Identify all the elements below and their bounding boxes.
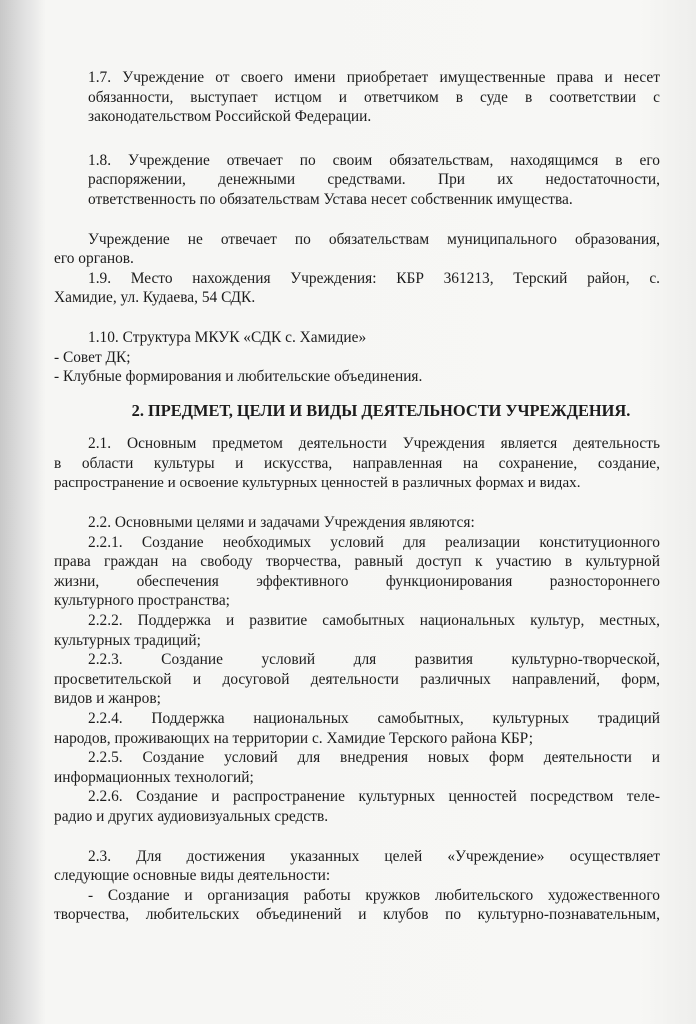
text-line: Учреждение не отвечает по обязательствам муниципального образования, bbox=[88, 230, 660, 248]
paragraph-2-2-2 bbox=[54, 611, 660, 650]
text-line: 1.9. Место нахождения Учреждения: КБР 361213, Терский район, с. bbox=[88, 269, 660, 287]
text-line: творчества, любительских объединений и клубов по культурно-познавательным, bbox=[54, 906, 660, 924]
text-line: в области культуры и искусства, направленная на сохранение, создание, bbox=[54, 454, 660, 472]
paragraph-2-2-1 bbox=[54, 533, 660, 611]
paragraph-2-2-5 bbox=[54, 748, 660, 787]
text-line: 1.7. Учреждение от своего имени приобретает имущественные права и несет bbox=[88, 69, 660, 86]
paragraph-2-2-4 bbox=[54, 709, 660, 748]
text-line: 2.2.1. Создание необходимых условий для реализации конституционного bbox=[88, 533, 660, 551]
text-line: - Совет ДК; bbox=[54, 348, 131, 366]
text-line: права граждан на свободу творчества, равный доступ к участию в культурной bbox=[54, 553, 660, 571]
paragraph-1-9 bbox=[54, 269, 660, 308]
paragraph-1-8 bbox=[88, 151, 660, 210]
text-line: распространение и освоение культурных ценностей в различных формах и видах. bbox=[54, 474, 581, 491]
paragraph-2-2-6 bbox=[54, 787, 660, 826]
paragraph-2-1 bbox=[54, 434, 660, 493]
text-line: видов и жанров; bbox=[54, 690, 161, 708]
text-line: жизни, обеспечения эффективного функционирования разностороннего bbox=[54, 572, 660, 590]
text-line: его органов. bbox=[54, 250, 134, 268]
text-line: культурного пространства; bbox=[54, 592, 230, 610]
paragraph-not-liable bbox=[54, 230, 660, 269]
text-line: 2.2.2. Поддержка и развитие самобытных национальных культур, местных, bbox=[88, 612, 660, 630]
text-line: - Клубные формирования и любительские объединения. bbox=[54, 368, 423, 386]
paragraph-2-2 bbox=[88, 513, 660, 533]
text-line: распоряжении, денежными средствами. При их недостаточности, bbox=[88, 171, 660, 189]
text-line: 2.2.3. Создание условий для развития культурно-творческой, bbox=[88, 651, 660, 669]
binding-shadow bbox=[0, 0, 46, 1024]
text-line: законодательством Российской Федерации. bbox=[88, 108, 372, 126]
text-line: 2.1. Основным предметом деятельности Учреждения является деятельность bbox=[88, 435, 660, 453]
text-line: народов, проживающих на территории с. Хамидие Терского района КБР; bbox=[54, 729, 534, 747]
text-line: следующие основные виды деятельности: bbox=[54, 867, 331, 885]
text-line: - Создание и организация работы кружков любительского художественного bbox=[88, 886, 660, 904]
document-body bbox=[54, 68, 660, 925]
text-line: 2.2.4. Поддержка национальных самобытных, культурных традиций bbox=[88, 710, 660, 728]
paragraph-1-7 bbox=[88, 68, 660, 127]
section-heading: 2. ПРЕДМЕТ, ЦЕЛИ И ВИДЫ ДЕЯТЕЛЬНОСТИ УЧРЕЖДЕНИЯ. bbox=[131, 400, 631, 420]
text-line: просветительской и досуговой деятельности различных направлений, форм, bbox=[54, 670, 660, 688]
text-line: 2.2.5. Создание условий для внедрения новых форм деятельности и bbox=[88, 749, 660, 767]
paragraph-1-10 bbox=[54, 328, 660, 387]
text-line: Хамидие, ул. Кудаева, 54 СДК. bbox=[54, 289, 256, 307]
paragraph-2-2-3 bbox=[54, 650, 660, 709]
text-line: 2.3. Для достижения указанных целей «Учреждение» осуществляет bbox=[88, 847, 660, 865]
text-line: радио и других аудиовизуальных средств. bbox=[54, 808, 329, 825]
text-line: 2.2.6. Создание и распространение культурных ценностей посредством теле- bbox=[88, 788, 660, 806]
text-line: 1.8. Учреждение отвечает по своим обязательствам, находящимся в его bbox=[88, 151, 660, 169]
text-line: обязанности, выступает истцом и ответчиком в суде в соответствии с bbox=[88, 88, 660, 106]
text-line: культурных традиций; bbox=[54, 631, 201, 649]
text-line: 1.10. Структура МКУК «СДК с. Хамидие» bbox=[88, 328, 367, 346]
text-line: ответственность по обязательствам Устава несет собственник имущества. bbox=[88, 190, 573, 208]
text-line: 2.2. Основными целями и задачами Учреждения являются: bbox=[88, 514, 475, 532]
paragraph-2-3 bbox=[54, 847, 660, 925]
text-line: информационных технологий; bbox=[54, 768, 254, 786]
